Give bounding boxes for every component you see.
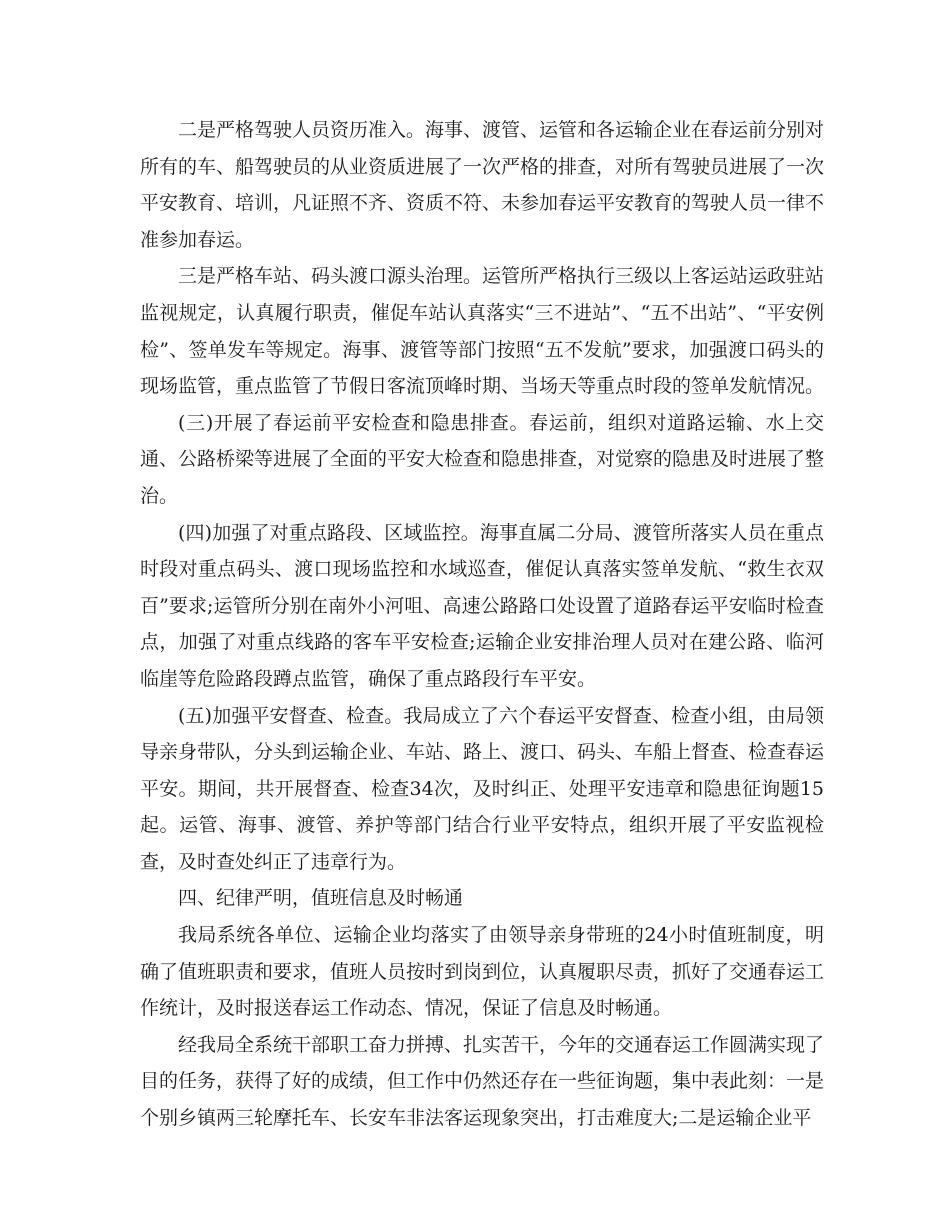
paragraph-station-terminal-control: 三是严格车站、码头渡口源头治理。运管所严格执行三级以上客运站运政驻站监视规定，认真履行职责，催促车站认真落实“三不进站”、“五不出站”、“平安例检”、签单发车等规定。海事、渡管等部门按照“五不发航”要求，加强渡口码头的现场监管，重点监管了节假日客流顶峰时期、当场天等重点时段的签单发航情况。 xyxy=(140,265,825,398)
paragraph-summary-problems: 经我局全系统干部职工奋力拼搏、扎实苦干，今年的交通春运工作圆满实现了目的任务，获得了好的成绩，但工作中仍然还存在一些征询题，集中表此刻：一是个别乡镇两三轮摩托车、长安车非法客运现象突出，打击难度大;二是运输企业平 xyxy=(140,1033,825,1130)
paragraph-pre-season-inspection: (三)开展了春运前平安检查和隐患排查。春运前，组织对道路运输、水上交通、公路桥梁等进展了全面的平安大检查和隐患排查，对觉察的隐患及时进展了整治。 xyxy=(140,411,825,507)
paragraph-driver-qualification: 二是严格驾驶人员资历准入。海事、渡管、运管和各运输企业在春运前分别对所有的车、船驾驶员的从业资质进展了一次严格的排查，对所有驾驶员进展了一次平安教育、培训，凡证照不齐、资质不符、未参加春运平安教育的驾驶人员一律不准参加春运。 xyxy=(140,119,825,251)
paragraph-safety-supervision: (五)加强平安督查、检查。我局成立了六个春运平安督查、检查小组，由局领导亲身带队，分头到运输企业、车站、路上、渡口、码头、车船上督查、检查春运平安。期间，共开展督查、检查34次，及时纠正、处理平安违章和隐患征询题15起。运管、海事、渡管、养护等部门结合行业平安特点，组织开展了平安监视检查，及时查处纠正了违章行为。 xyxy=(140,704,825,873)
section-heading-duty-discipline: 四、纪律严明，值班信息及时畅通 xyxy=(178,887,464,910)
paragraph-duty-system: 我局系统各单位、运输企业均落实了由领导亲身带班的24小时值班制度，明确了值班职责和要求，值班人员按时到岗到位，认真履职尽责，抓好了交通春运工作统计，及时报送春运工作动态、情况，保证了信息及时畅通。 xyxy=(140,924,825,1020)
document-page xyxy=(140,112,824,1137)
paragraph-key-road-monitoring: (四)加强了对重点路段、区域监控。海事直属二分局、渡管所落实人员在重点时段对重点码头、渡口现场监控和水域巡查，催促认真落实签单发航、“救生衣双百”要求;运管所分别在南外小河咀、高速公路路口处设置了道路春运平安临时检查点，加强了对重点线路的客车平安检查;运输企业安排治理人员对在建公路、临河临崖等危险路段蹲点监管，确保了重点路段行车平安。 xyxy=(140,521,824,690)
